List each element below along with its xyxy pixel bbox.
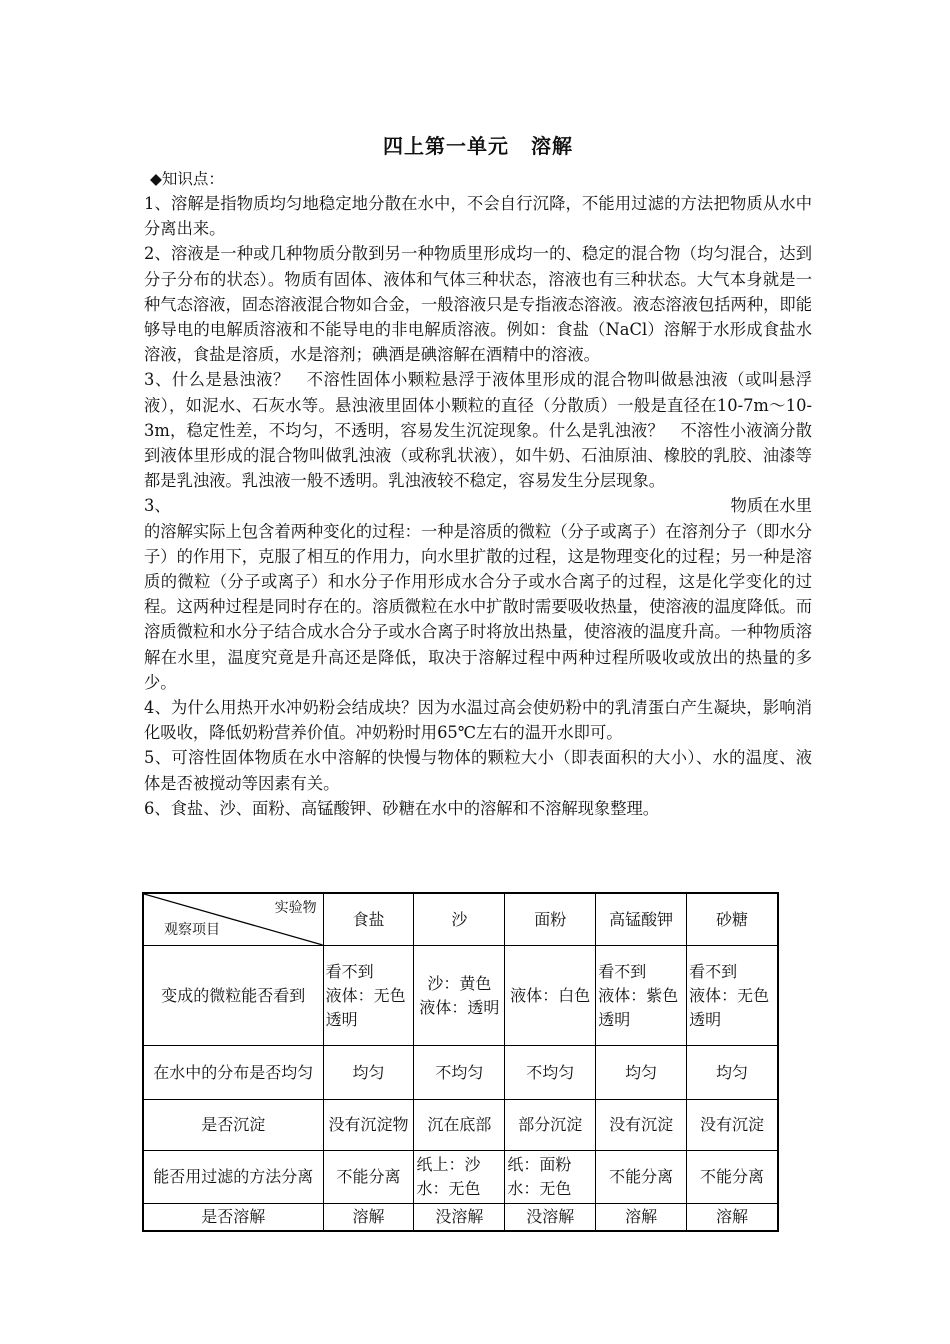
paragraph-4: 4、为什么用热开水冲奶粉会结成块？因为水温过高会使奶粉中的乳清蛋白产生凝块，影响消化吸收，降低奶粉营养价值。冲奶粉时用65℃左右的温开水即可。 <box>144 698 812 743</box>
table-cell: 均匀 <box>596 1046 687 1100</box>
table-cell: 均匀 <box>323 1046 414 1100</box>
title-part2: 溶解 <box>531 134 573 158</box>
table-cell: 纸：面粉 水：无色 <box>505 1151 596 1204</box>
paragraph-2: 2、溶液是一种或几种物质分散到另一种物质里形成均一的、稳定的混合物（均匀混合，达到分子分布的状态）。物质有固体、液体和气体三种状态，溶液也有三种状态。大气本身就是一种气态溶液，固态溶液混合物如合金，一般溶液只是专指液态溶液。液态溶液包括两种，即能够导电的电解质溶液和不能导电的非电解质溶液。例如：食盐（NaCl）溶解于水形成食盐水溶液，食盐是溶质，水是溶剂；碘酒是碘溶解在酒精中的溶液。 <box>144 244 812 365</box>
table-cell: 液体：白色 <box>505 946 596 1046</box>
paragraph-6: 6、食盐、沙、面粉、高锰酸钾、砂糖在水中的溶解和不溶解现象整理。 <box>144 798 660 818</box>
table-cell: 不能分离 <box>323 1151 414 1204</box>
table-cell: 没溶解 <box>414 1204 505 1232</box>
table-cell: 纸上：沙 水：无色 <box>414 1151 505 1204</box>
table-cell: 均匀 <box>687 1046 778 1100</box>
table-cell: 溶解 <box>323 1204 414 1232</box>
table-cell: 没有沉淀 <box>687 1100 778 1151</box>
table-row <box>143 1151 778 1204</box>
row-label: 变成的微粒能否看到 <box>143 946 323 1046</box>
page-title <box>144 130 812 159</box>
paragraph-1: 1、溶解是指物质均匀地稳定地分散在水中，不会自行沉降，不能用过滤的方法把物质从水中分离出来。 <box>144 194 812 239</box>
row-label: 能否用过滤的方法分离 <box>143 1151 323 1204</box>
row-label: 在水中的分布是否均匀 <box>143 1046 323 1100</box>
corner-top-label: 实验物 <box>274 900 317 916</box>
corner-bottom-label: 观察项目 <box>164 922 220 938</box>
table-cell: 溶解 <box>596 1204 687 1232</box>
table-row <box>143 1100 778 1151</box>
table-cell: 看不到 液体：无色 透明 <box>687 946 778 1046</box>
table-cell: 没有沉淀物 <box>323 1100 414 1151</box>
dissolution-table <box>142 892 779 1232</box>
table-cell: 不均匀 <box>505 1046 596 1100</box>
table-header-cell: 高锰酸钾 <box>596 893 687 946</box>
table-header-cell: 食盐 <box>323 893 414 946</box>
table-cell: 溶解 <box>687 1204 778 1232</box>
knowledge-label: ◆知识点： <box>150 170 224 188</box>
document-body <box>144 130 812 821</box>
title-part1: 四上第一单元 <box>383 134 509 158</box>
paragraph-3: 3、什么是悬浊液？ 不溶性固体小颗粒悬浮于液体里形成的混合物叫做悬浊液（或叫悬浮液），如泥水、石灰水等。悬浊液里固体小颗粒的直径（分散质）一般是直径在10-7m～10-3m，稳定性差，不均匀，不透明，容易发生沉淀现象。什么是乳浊液？ 不溶性小液滴分散到液体里形成的混合物叫做乳浊液（或称乳状液），如牛奶、石油原油、橡胶的乳胶、油漆等都是乳浊液。乳浊液一般不透明。乳浊液较不稳定，容易发生分层现象。 <box>144 370 812 491</box>
paragraph-5: 5、可溶性固体物质在水中溶解的快慢与物体的颗粒大小（即表面积的大小）、水的温度、液体是否被搅动等因素有关。 <box>144 748 812 793</box>
table-corner-cell <box>143 893 323 946</box>
table-header-cell: 沙 <box>414 893 505 946</box>
table-cell: 看不到 液体：无色 透明 <box>323 946 414 1046</box>
table-cell: 不均匀 <box>414 1046 505 1100</box>
table-row <box>143 946 778 1046</box>
table-row <box>143 1046 778 1100</box>
table-cell: 没有沉淀 <box>596 1100 687 1151</box>
table-cell: 沉在底部 <box>414 1100 505 1151</box>
paragraph-3b: 的溶解实际上包含着两种变化的过程：一种是溶质的微粒（分子或离子）在溶剂分子（即水分子）的作用下，克服了相互的作用力，向水里扩散的过程，这是物理变化的过程；另一种是溶质的微粒（分子或离子）和水分子作用形成水合分子或水合离子的过程，这是化学变化的过程。这两种过程是同时存在的。溶质微粒在水中扩散时需要吸收热量，使溶液的温度降低。而溶质微粒和水分子结合成水合分子或水合离子时将放出热量，使溶液的温度升高。一种物质溶解在水里，温度究竟是升高还是降低，取决于溶解过程中两种过程所吸收或放出的热量的多少。 <box>144 521 812 692</box>
table-header-cell: 面粉 <box>505 893 596 946</box>
table-cell: 没溶解 <box>505 1204 596 1232</box>
paragraph-3b-lead-text: 物质在水里 <box>730 496 812 516</box>
table-header-row <box>143 893 778 946</box>
paragraph-3b-num: 3、 <box>144 496 171 516</box>
table-cell: 不能分离 <box>596 1151 687 1204</box>
row-label: 是否溶解 <box>143 1204 323 1232</box>
table-row <box>143 1204 778 1232</box>
row-label: 是否沉淀 <box>143 1100 323 1151</box>
table-cell: 看不到 液体：紫色 透明 <box>596 946 687 1046</box>
table-header-cell: 砂糖 <box>687 893 778 946</box>
table-cell: 沙：黄色 液体：透明 <box>414 946 505 1046</box>
paragraph-3b-lead <box>144 493 812 518</box>
table-cell: 不能分离 <box>687 1151 778 1204</box>
table-cell: 部分沉淀 <box>505 1100 596 1151</box>
